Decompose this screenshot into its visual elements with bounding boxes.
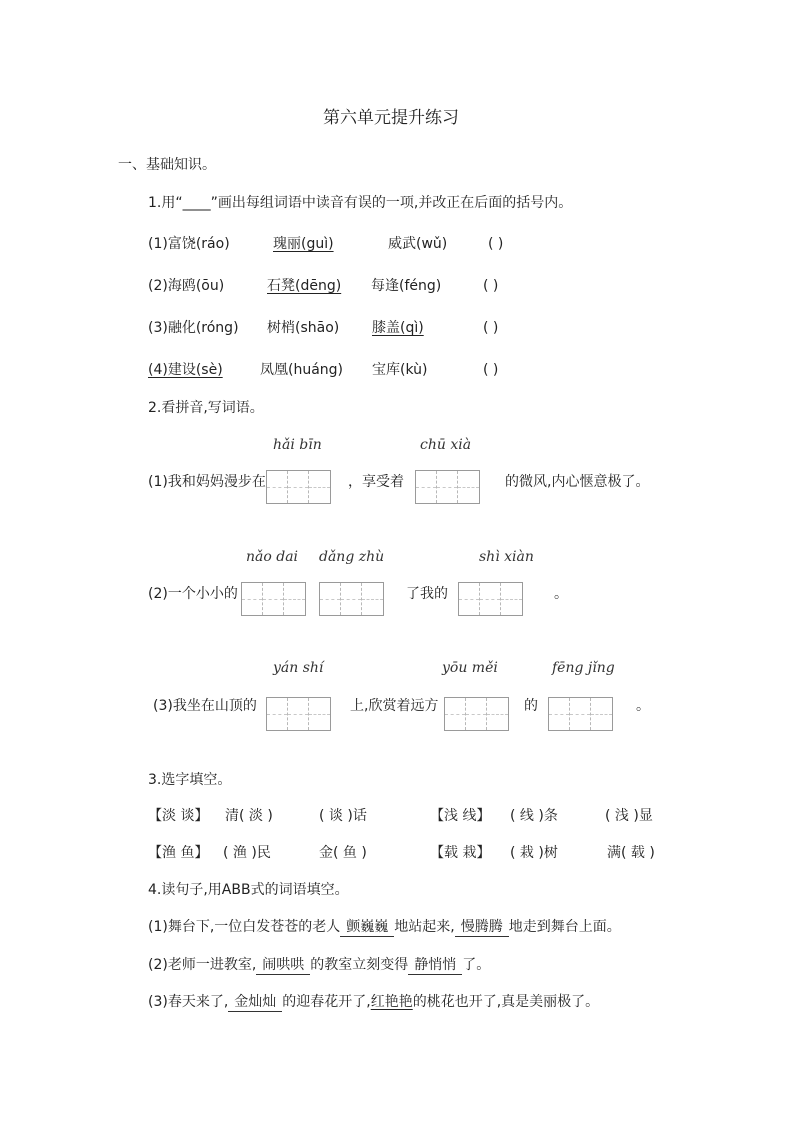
q4-sentence [148,917,621,937]
q1-item-marked: (4)建设(sè) [148,362,223,378]
q1-item: 宝库(kù) [372,362,428,378]
q4-answer-underlined: 红艳艳 [370,994,413,1010]
q4-answer: 慢腾腾 [455,918,509,937]
q1-item: (3)融化(róng) [148,320,239,336]
q1-item: (1)富饶(ráo) [148,236,230,252]
q1-instruction: 1.用“____”画出每组词语中读音有误的一项,并改正在后面的括号内。 [148,195,573,211]
q3-answer: ( 浅 )显 [605,808,653,824]
pinyin-label: yán shí [273,660,324,676]
q2-sentence-text: ，享受着 [348,474,404,490]
pinyin-label: shì xiàn [479,549,534,565]
q3-answer: 清( 淡 ) [225,808,273,824]
q3-answer: 金( 鱼 ) [319,845,367,861]
q3-group-label: 【浅 线】 [430,808,491,824]
q1-item: (2)海鸥(ōu) [148,278,225,294]
q1-item: 威武(wǔ) [388,236,448,252]
q2-sentence-text: (3)我坐在山顶的 [153,698,257,714]
writing-grid[interactable] [444,697,509,731]
q4-text: (1)舞台下,一位白发苍苍的老人 [148,919,341,935]
q2-sentence-text: 的微风,内心惬意极了。 [505,474,650,490]
q4-instruction: 4.读句子,用ABB式的词语填空。 [148,882,349,898]
writing-grid[interactable] [458,582,523,616]
q4-text: 地走到舞台上面。 [508,919,621,935]
pinyin-label: yōu měi [442,660,498,676]
pinyin-label: chū xià [420,437,472,453]
q1-item: 每逢(féng) [371,278,442,294]
q3-instruction: 3.选字填空。 [148,772,232,788]
q2-sentence-text: 的 [524,698,538,714]
section-heading: 一、基础知识。 [118,157,216,173]
q3-answer: ( 栽 )树 [510,845,558,861]
q4-text: 的教室立刻变得 [310,957,409,973]
q4-answer: 颤巍巍 [340,918,394,937]
q3-group-label: 【渔 鱼】 [148,845,209,861]
q4-text: 的桃花也开了,真是美丽极了。 [412,994,600,1010]
q4-answer: 金灿灿 [228,993,282,1012]
q1-item: 凤凰(huáng) [260,362,344,378]
writing-grid[interactable] [319,582,384,616]
q4-sentence [148,955,490,975]
writing-grid[interactable] [548,697,613,731]
q3-answer: ( 线 )条 [510,808,558,824]
q4-text: (3)春天来了, [148,994,229,1010]
q2-sentence-text: (2)一个小小的 [148,586,238,602]
writing-grid[interactable] [266,470,331,504]
q2-sentence-text: 上,欣赏着远方 [350,698,439,714]
q1-answer-paren: ( ) [483,320,499,336]
writing-grid[interactable] [241,582,306,616]
writing-grid[interactable] [266,697,331,731]
q1-item-marked: 瑰丽(guì) [273,236,334,252]
q1-item-marked: 石凳(dēng) [267,278,342,294]
q1-answer-paren: ( ) [488,236,504,252]
pinyin-label: nǎo dai [246,549,299,565]
pinyin-label: fēng jǐng [552,660,615,676]
q3-answer: ( 谈 )话 [319,808,367,824]
q4-answer: 闹哄哄 [256,956,310,975]
pinyin-label: dǎng zhù [319,549,385,565]
q4-answer: 静悄悄 [408,956,462,975]
q4-text: 了。 [462,957,491,973]
q1-item: 树梢(shāo) [267,320,340,336]
q4-text: (2)老师一进教室, [148,957,257,973]
q2-sentence-text: 。 [554,586,568,602]
q1-item-marked: 膝盖(qì) [372,320,424,336]
q4-text: 地站起来, [394,919,455,935]
q4-sentence [148,992,599,1012]
page-title: 第六单元提升练习 [323,108,459,128]
q3-answer: 满( 载 ) [607,845,655,861]
q2-sentence-text: 。 [636,698,650,714]
q3-group-label: 【载 栽】 [430,845,491,861]
q2-instruction: 2.看拼音,写词语。 [148,400,264,416]
q3-answer: ( 渔 )民 [223,845,271,861]
pinyin-label: hǎi bīn [273,437,322,453]
q1-answer-paren: ( ) [483,362,499,378]
q2-sentence-text: 了我的 [406,586,448,602]
q4-text: 的迎春花开了, [282,994,371,1010]
q1-item-with-mark [148,360,223,380]
writing-grid[interactable] [415,470,480,504]
q2-sentence-text: (1)我和妈妈漫步在 [148,474,266,490]
q1-answer-paren: ( ) [483,278,499,294]
q3-group-label: 【淡 谈】 [148,808,209,824]
